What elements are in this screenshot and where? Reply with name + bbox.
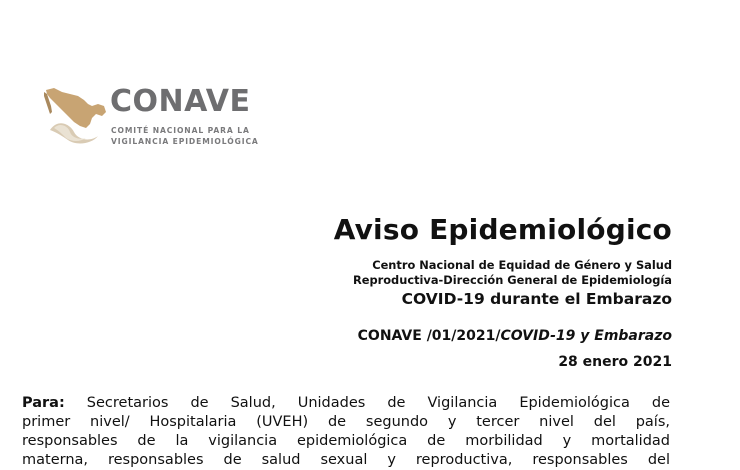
- mexico-map-shape: [46, 88, 106, 128]
- reference-prefix: CONAVE /01/2021/: [357, 328, 501, 344]
- center-name-line2: Reproductiva-Dirección General de Epidemiología: [352, 273, 672, 287]
- logo-subtitle-line2: VIGILANCIA EPIDEMIOLÓGICA: [111, 137, 259, 146]
- line1-text: Secretarios de Salud, Unidades de Vigilancia Epidemiológica de: [86, 395, 670, 411]
- reference-topic: COVID-19 y Embarazo: [500, 328, 672, 344]
- mexico-map-emblem-icon: [40, 84, 110, 146]
- notice-subject: COVID-19 durante el Embarazo: [401, 290, 672, 308]
- paragraph-line: materna, responsables de salud sexual y reproductiva, responsables del: [22, 452, 670, 468]
- conave-logo: [40, 84, 280, 150]
- to-label: Para:: [22, 395, 65, 411]
- paragraph-line: primer nivel/ Hospitalaria (UVEH) de segundo y tercer nivel del país,: [22, 414, 670, 430]
- logo-subtitle-line1: COMITÉ NACIONAL PARA LA: [111, 126, 250, 135]
- paragraph-line: responsables de la vigilancia epidemiológica de morbilidad y mortalidad: [22, 433, 670, 449]
- document-title: Aviso Epidemiológico: [333, 213, 672, 246]
- paragraph-line: [22, 394, 670, 413]
- notice-reference: [358, 326, 672, 346]
- center-name-line1: Centro Nacional de Equidad de Género y Salud: [372, 258, 672, 272]
- logo-name: CONAVE: [110, 84, 251, 119]
- notice-date: 28 enero 2021: [558, 354, 672, 370]
- recipients-paragraph: [22, 394, 670, 470]
- logo-subtitle: [111, 125, 259, 147]
